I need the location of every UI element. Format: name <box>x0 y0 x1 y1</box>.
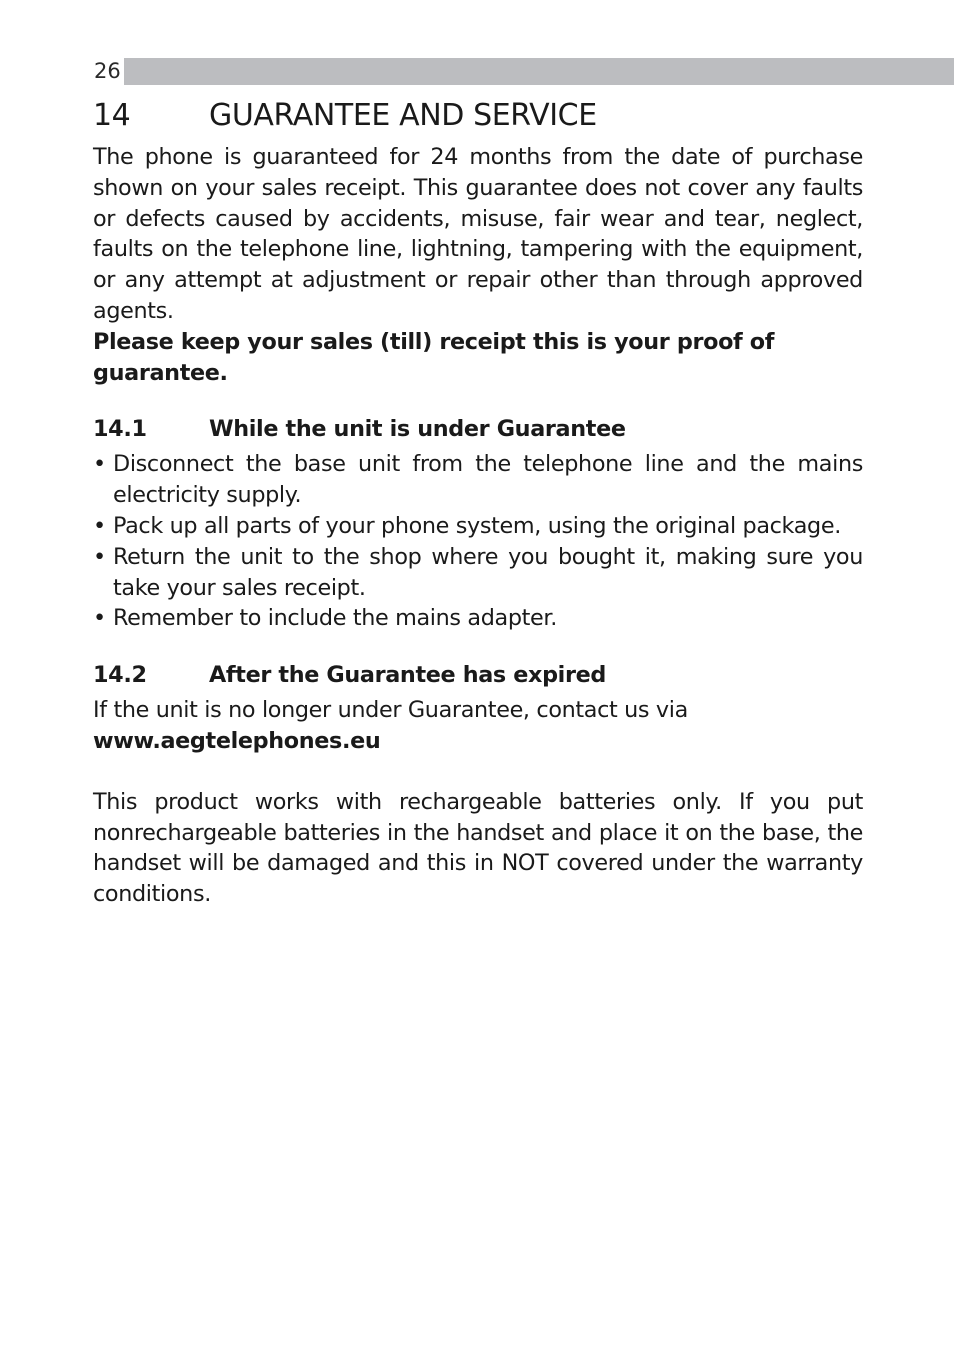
guarantee-receipt-notice: Please keep your sales (till) receipt this is your proof of guarantee. <box>93 328 775 386</box>
list-item <box>93 542 863 604</box>
section-14-2-heading <box>93 660 863 690</box>
list-item-text: Return the unit to the shop where you bought it, making sure you take your sales receipt. <box>113 543 863 601</box>
website-link[interactable]: www.aegtelephones.eu <box>93 727 381 754</box>
page-number: 26 <box>93 58 124 85</box>
list-item <box>93 603 863 634</box>
bullet-icon: • <box>93 543 106 570</box>
bullet-icon: • <box>93 451 106 478</box>
header-bar <box>93 58 954 85</box>
list-item-text: Disconnect the base unit from the telephone line and the mains electricity supply. <box>113 451 863 509</box>
guarantee-intro-paragraph: The phone is guaranteed for 24 months from the date of purchase shown on your sales receipt. This guarantee does not cover any faults or defects caused by accidents, misuse, fair wear and tear, neglect, faults on the telephone line, lightning, tampering with the equipment, or any attempt at adjustment or repair other than through approved agents. <box>93 144 863 324</box>
page-content <box>93 96 863 910</box>
section-14-2-number: 14.2 <box>93 662 147 689</box>
list-item <box>93 511 863 542</box>
section-14-1-title: While the unit is under Guarantee <box>209 416 626 443</box>
bullet-icon: • <box>93 512 106 539</box>
list-item-text: Pack up all parts of your phone system, using the original package. <box>113 512 841 539</box>
section-14-1-number: 14.1 <box>93 416 147 443</box>
section-14-title: GUARANTEE AND SERVICE <box>209 98 597 133</box>
section-14-2-title: After the Guarantee has expired <box>209 662 607 689</box>
section-14-number: 14 <box>93 98 131 133</box>
section-14-heading <box>93 96 863 136</box>
contact-text: If the unit is no longer under Guarantee, contact us via <box>93 697 688 724</box>
list-item-text: Remember to include the mains adapter. <box>113 605 557 632</box>
battery-warning-paragraph: This product works with rechargeable batteries only. If you put nonrechargeable batteries in the handset and place it on the base, the handset will be damaged and this in NOT covered under the warranty conditions. <box>93 788 863 908</box>
list-item <box>93 449 863 511</box>
paragraph-spacer <box>93 757 863 787</box>
under-guarantee-steps-list <box>93 449 863 634</box>
section-14-1-heading <box>93 414 863 444</box>
bullet-icon: • <box>93 605 106 632</box>
